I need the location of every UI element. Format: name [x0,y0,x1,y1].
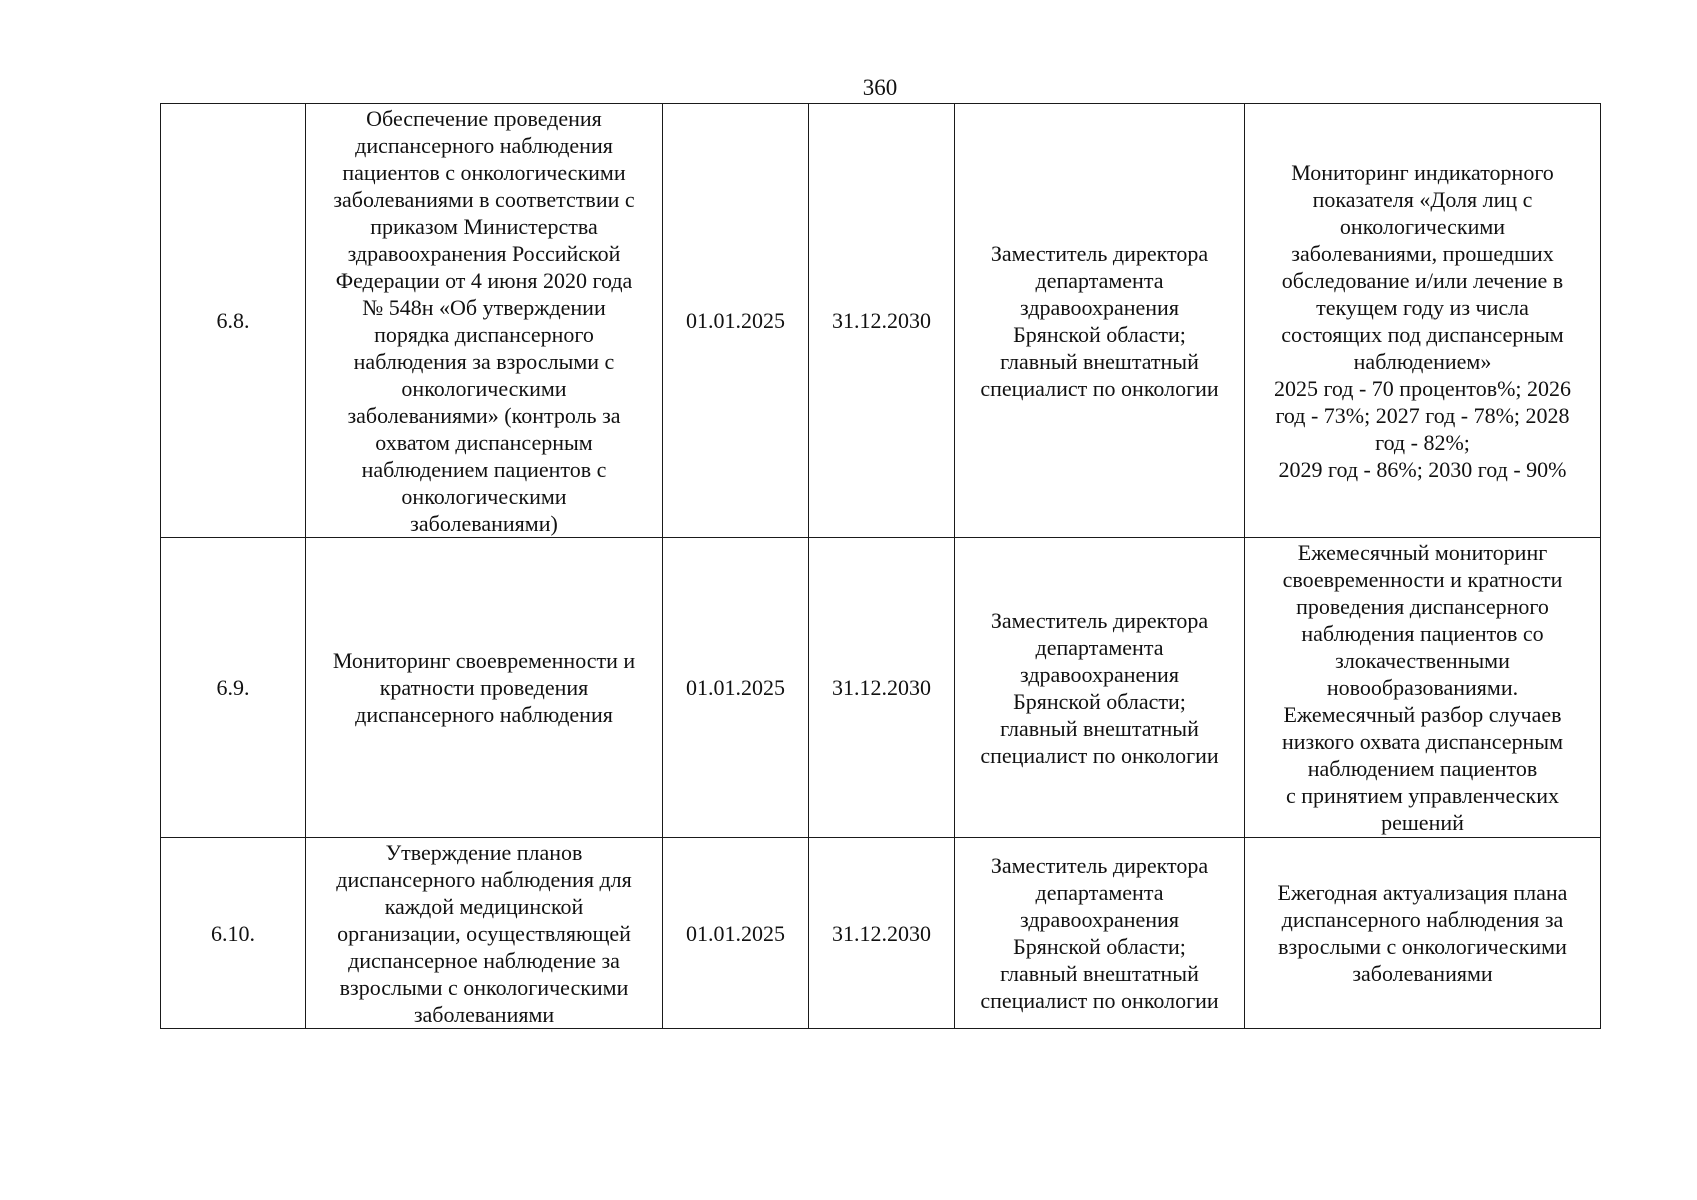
result-line: показателя «Доля лиц с [1312,186,1533,212]
table-row [161,838,1601,1029]
result-line: наблюдением пациентов [1307,756,1538,781]
result-line: Ежемесячный мониторинг [1297,540,1548,565]
result-line: обследование и/или лечение в [1281,267,1564,293]
responsible-line: Брянской области; [1013,934,1186,959]
activity-line: пациентов с онкологическими [342,159,626,185]
activity-line: кратности проведения [379,675,589,700]
measures-table [160,103,1601,1029]
result-line: заболеваниями [1352,961,1493,986]
start-date: 01.01.2025 [663,838,809,1029]
activity-line: организации, осуществляющей [337,920,631,946]
activity-line: здравоохранения Российской [347,240,621,266]
activity-line: диспансерного наблюдения [355,702,613,727]
activity-line: онкологическими [401,375,567,401]
result-line: Мониторинг индикаторного [1291,159,1554,185]
activity-line: заболеваниями [413,1001,555,1027]
result-line: наблюдением» [1353,348,1492,374]
result-line: текущем году из числа [1316,294,1529,320]
result-line: решений [1381,810,1464,835]
responsible-line: здравоохранения [1020,907,1179,932]
end-date: 31.12.2030 [809,104,955,538]
activity-line: Мониторинг своевременности и [332,648,636,673]
page-number: 360 [862,75,898,100]
responsible-line: главный внештатный [1000,715,1199,741]
result-line: с принятием управленческих [1285,783,1560,808]
activity-line: заболеваниями в соответствии с [333,186,635,212]
result-cell [1245,838,1601,1029]
responsible-cell [955,104,1245,538]
activity-line: № 548н «Об утверждении [362,294,606,320]
result-cell [1245,538,1601,838]
activity-line: Обеспечение проведения [366,105,602,131]
result-line: проведения диспансерного [1296,594,1549,619]
activity-line: наблюдением пациентов с [361,456,607,482]
table-row [161,538,1601,838]
activity-line: охватом диспансерным [375,429,593,455]
activity-line: Утверждение планов [385,839,583,865]
table-row [161,104,1601,538]
responsible-line: Заместитель директора [990,607,1209,633]
responsible-line: здравоохранения [1020,661,1179,687]
result-line: год - 82%; [1375,429,1470,455]
responsible-line: Заместитель директора [990,853,1209,878]
responsible-line: специалист по онкологии [980,375,1219,401]
result-line: своевременности и кратности [1282,567,1563,592]
result-line: злокачественными [1335,648,1510,673]
result-line: низкого охвата диспансерным [1282,729,1563,754]
result-line: 2025 год - 70 процентов%; 2026 [1273,375,1572,401]
activity-line: Федерации от 4 июня 2020 года [335,267,633,293]
activity-line: диспансерное наблюдение за [348,947,620,973]
responsible-line: Заместитель директора [990,240,1209,266]
result-cell [1245,104,1601,538]
responsible-line: главный внештатный [1000,348,1199,374]
activity-line: заболеваниями» (контроль за [347,402,621,428]
result-line: Ежемесячный разбор случаев [1283,702,1562,727]
result-line: заболеваниями, прошедших [1291,240,1554,266]
start-date: 01.01.2025 [663,538,809,838]
end-date: 31.12.2030 [809,838,955,1029]
activity-line: каждой медицинской [384,893,584,919]
result-line: онкологическими [1339,213,1506,239]
activity-line: диспансерного наблюдения для [336,866,632,892]
activity-line: заболеваниями) [410,510,558,536]
item-number: 6.8. [161,104,306,538]
responsible-line: главный внештатный [1000,961,1199,986]
activity-cell [306,538,663,838]
result-line: новообразованиями. [1326,675,1519,700]
activity-line: онкологическими [401,483,567,509]
responsible-cell [955,838,1245,1029]
responsible-line: здравоохранения [1020,294,1179,320]
activity-cell [306,104,663,538]
item-number: 6.9. [161,538,306,838]
result-line: Ежегодная актуализация плана [1277,880,1568,905]
activity-line: приказом Министерства [370,213,598,239]
responsible-line: департамента [1035,880,1164,905]
responsible-line: специалист по онкологии [980,988,1219,1013]
end-date: 31.12.2030 [809,538,955,838]
item-number: 6.10. [161,838,306,1029]
result-line: диспансерного наблюдения за [1281,907,1564,932]
responsible-line: Брянской области; [1013,688,1186,714]
responsible-line: Брянской области; [1013,321,1186,347]
responsible-cell [955,538,1245,838]
start-date: 01.01.2025 [663,104,809,538]
result-line: 2029 год - 86%; 2030 год - 90% [1278,456,1567,482]
responsible-line: специалист по онкологии [980,742,1219,768]
result-line: состоящих под диспансерным [1281,321,1564,347]
result-line: взрослыми с онкологическими [1278,934,1567,959]
activity-cell [306,838,663,1029]
activity-line: наблюдения за взрослыми с [353,348,615,374]
responsible-line: департамента [1035,267,1164,293]
result-line: год - 73%; 2027 год - 78%; 2028 [1275,402,1570,428]
result-line: наблюдения пациентов со [1301,621,1544,646]
activity-line: взрослыми с онкологическими [339,974,629,1000]
responsible-line: департамента [1035,634,1164,660]
activity-line: диспансерного наблюдения [355,132,613,158]
activity-line: порядка диспансерного [374,321,594,347]
